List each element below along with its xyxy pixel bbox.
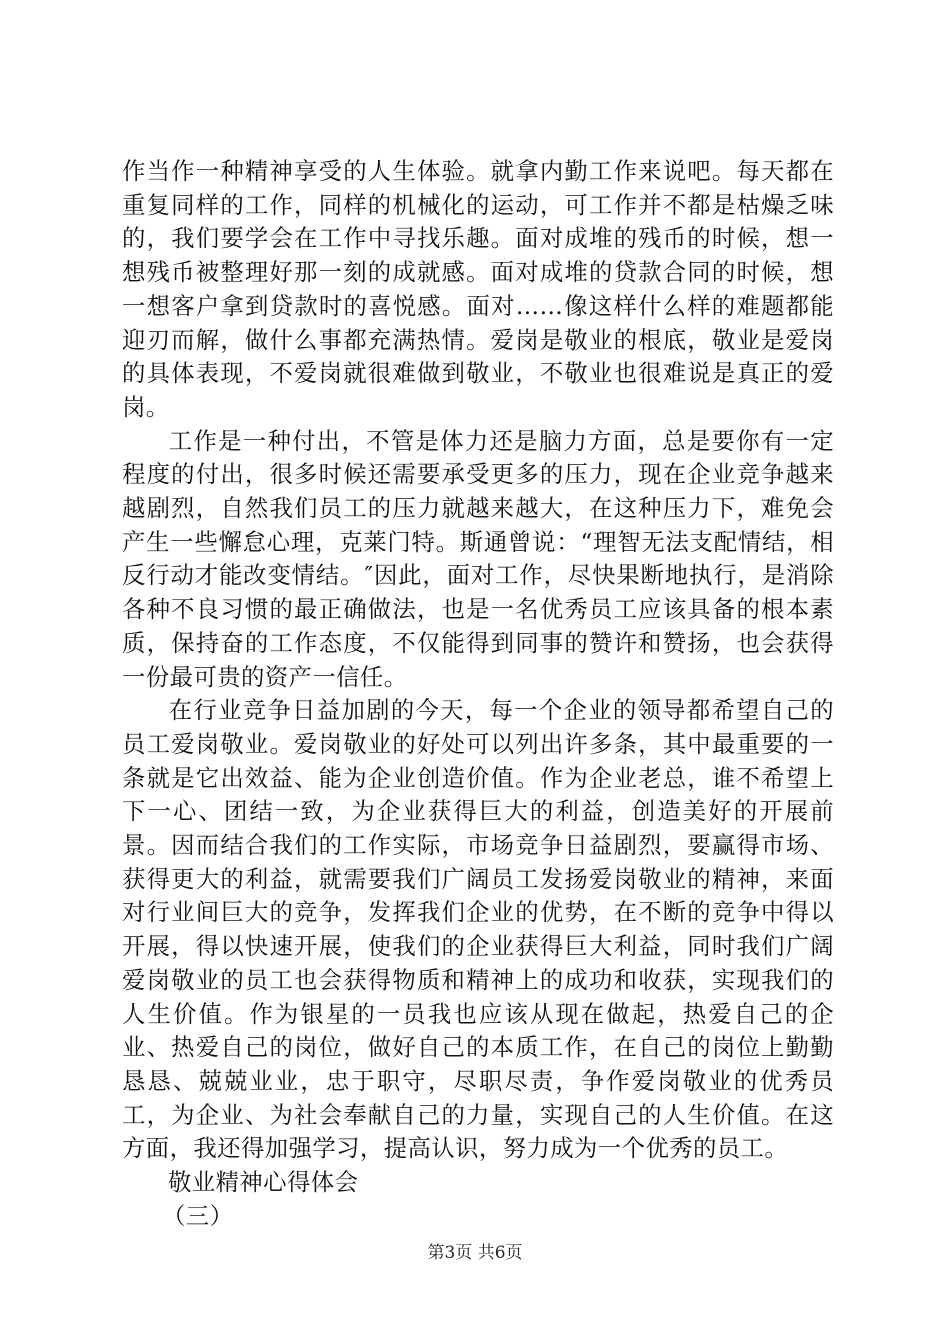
body-text: [122, 155, 834, 1234]
paragraph-2: 工作是一种付出，不管是体力还是脑力方面，总是要你有一定程度的付出，很多时候还需要承受更多的压力，现在企业竞争越来越剧烈，自然我们员工的压力就越来越大，在这种压力下，难免会产生一些懈怠心理，克莱门特。斯通曾说：“理智无法支配情结，相反行动才能改变情结。″因此，面对工作，尽快果断地执行，是消除各种不良习惯的最正确做法，也是一名优秀员工应该具备的根本素质，保持奋的工作态度，不仅能得到同事的赞许和赞扬，也会获得一份最可贵的资产一信任。: [122, 426, 834, 691]
paragraph-1: 作当作一种精神享受的人生体验。就拿内勤工作来说吧。每天都在重复同样的工作，同样的机械化的运动，可工作并不都是枯燥乏味的，我们要学会在工作中寻找乐趣。面对成堆的残币的时候，想一想残币被整理好那一刻的成就感。面对成堆的贷款合同的时候，想一想客户拿到贷款时的喜悦感。面对……像这样什么样的难题都能迎刃而解，做什么事都充满热情。爱岗是敬业的根底，敬业是爱岗的具体表现，不爱岗就很难做到敬业，不敬业也很难说是真正的爱岗。: [122, 157, 834, 421]
page-footer: [0, 1242, 950, 1264]
page-number-label: 第3页 共6页: [427, 1243, 523, 1263]
paragraph-3: 在行业竞争日益加剧的今天，每一个企业的领导都希望自己的员工爱岗敬业。爱岗敬业的好处可以列出许多条，其中最重要的一条就是它出效益、能为企业创造价值。作为企业老总，谁不希望上下一心、团结一致，为企业获得巨大的利益，创造美好的开展前景。因而结合我们的工作实际，市场竞争日益剧烈，要赢得市场、获得更大的利益，就需要我们广阔员工发扬爱岗敬业的精神，来面对行业间巨大的竞争，发挥我们企业的优势，在不断的竞争中得以开展，得以快速开展，使我们的企业获得巨大利益，同时我们广阔爱岗敬业的员工也会获得物质和精神上的成功和收获，实现我们的人生价值。作为银星的一员我也应该从现在做起，热爱自己的企业、热爱自己的岗位，做好自己的本质工作，在自己的岗位上勤勤恳恳、兢兢业业，忠于职守，尽职尽责，争作爱岗敬业的优秀员工，为企业、为社会奉献自己的力量，实现自己的人生价值。在这方面，我还得加强学习，提高认识，努力成为一个优秀的员工。: [122, 696, 834, 1163]
section-number: （三）: [162, 1201, 234, 1230]
section-title: 敬业精神心得体会: [168, 1168, 359, 1197]
